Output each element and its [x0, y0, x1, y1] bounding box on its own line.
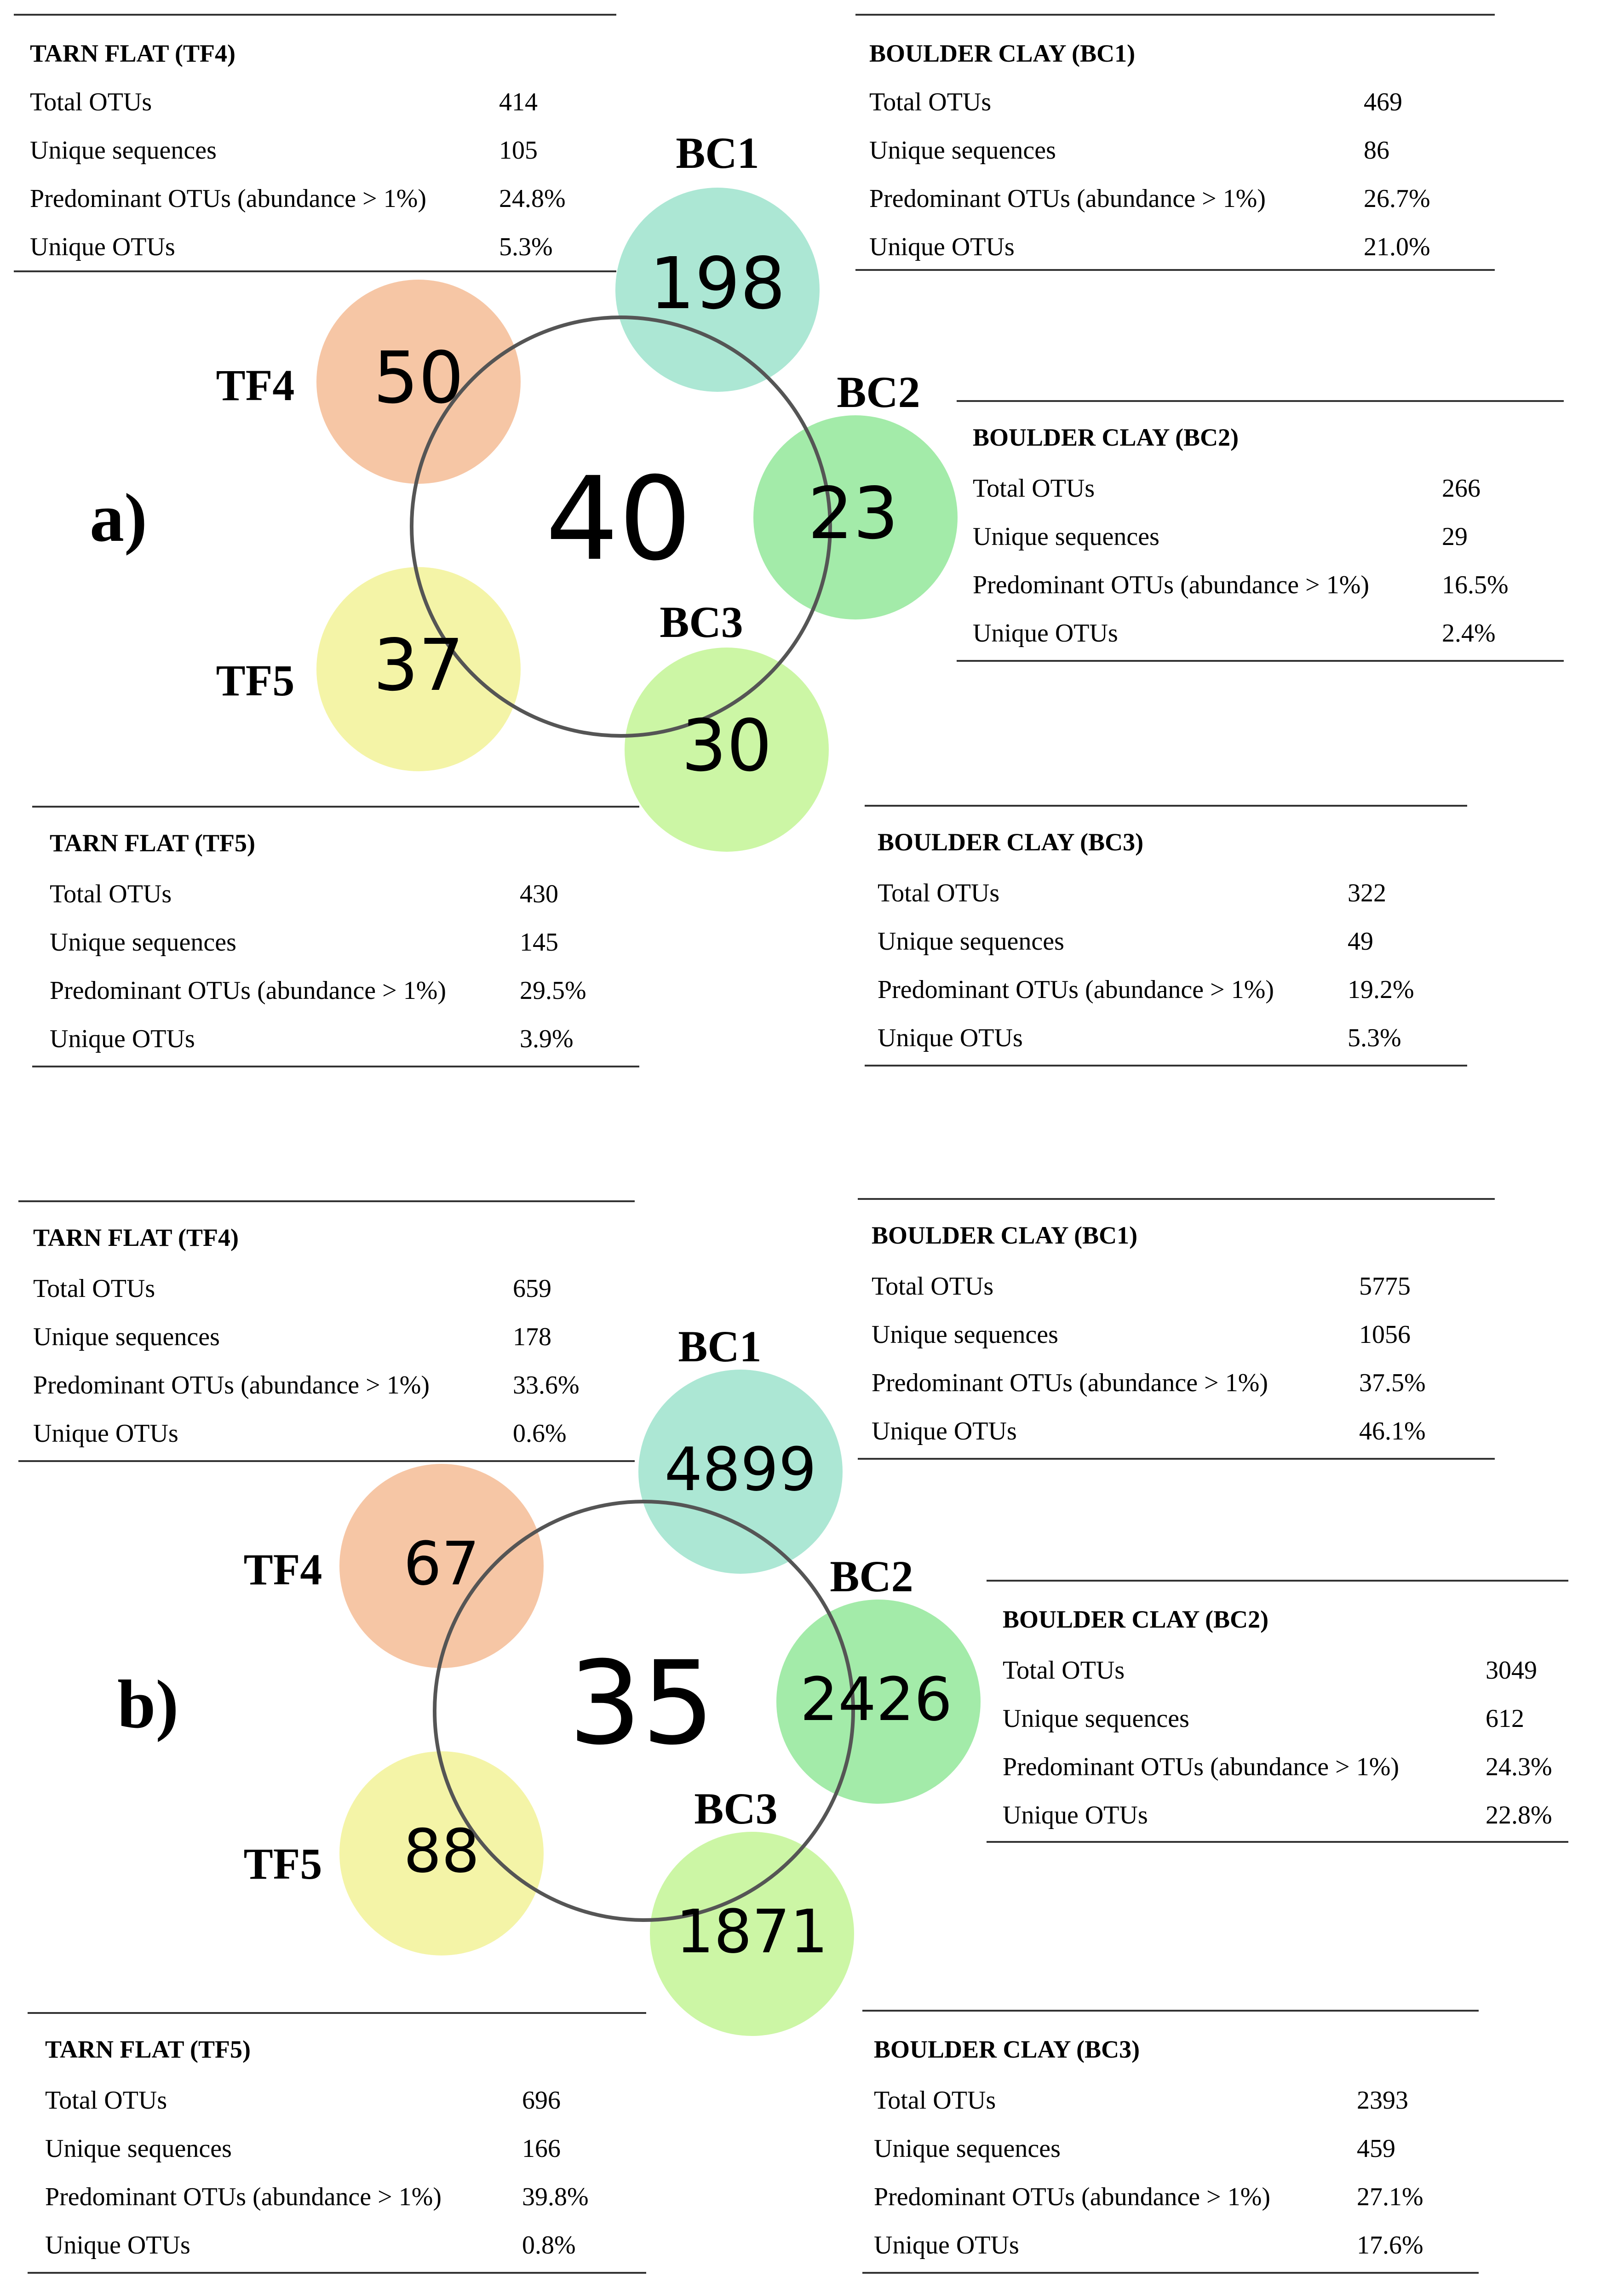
table-top-rule — [14, 14, 616, 16]
row-label-predominant-otus: Predominant OTUs (abundance > 1%) — [878, 975, 1274, 1004]
row-value-total-otus: 5775 — [1359, 1272, 1411, 1301]
row-label-total-otus: Total OTUs — [872, 1272, 994, 1301]
row-label-unique-otus: Unique OTUs — [45, 2231, 190, 2259]
row-value-predominant-otus: 19.2% — [1348, 975, 1414, 1004]
row-label-predominant-otus: Predominant OTUs (abundance > 1%) — [869, 184, 1266, 213]
panel-b-label: b) — [117, 1666, 179, 1743]
row-label-unique-otus: Unique OTUs — [869, 233, 1015, 261]
row-label-total-otus: Total OTUs — [973, 474, 1095, 503]
table-top-rule — [18, 1200, 635, 1202]
row-value-total-otus: 266 — [1442, 474, 1481, 503]
count-bc3: 1871 — [676, 1897, 828, 1967]
row-value-unique-sequences: 612 — [1486, 1704, 1524, 1733]
site-label-tf4: TF4 — [243, 1545, 322, 1594]
row-label-unique-otus: Unique OTUs — [50, 1025, 195, 1053]
row-label-unique-otus: Unique OTUs — [878, 1024, 1023, 1052]
row-value-unique-sequences: 29 — [1442, 522, 1468, 551]
table-title: TARN FLAT (TF4) — [30, 40, 236, 67]
row-label-predominant-otus: Predominant OTUs (abundance > 1%) — [30, 184, 427, 213]
core-count: 35 — [568, 1636, 715, 1770]
table-tf5 — [28, 2012, 646, 2277]
site-label-bc1: BC1 — [676, 128, 759, 178]
row-label-total-otus: Total OTUs — [30, 88, 152, 116]
site-label-bc2: BC2 — [837, 367, 920, 417]
row-label-predominant-otus: Predominant OTUs (abundance > 1%) — [45, 2183, 442, 2211]
table-title: BOULDER CLAY (BC3) — [878, 828, 1144, 856]
table-bc1 — [855, 14, 1495, 271]
row-label-unique-sequences: Unique sequences — [874, 2134, 1061, 2163]
row-value-unique-otus: 5.3% — [499, 233, 553, 261]
row-label-unique-otus: Unique OTUs — [1003, 1801, 1148, 1829]
row-value-predominant-otus: 24.3% — [1486, 1753, 1552, 1781]
row-value-total-otus: 696 — [522, 2086, 561, 2115]
row-label-unique-otus: Unique OTUs — [872, 1417, 1017, 1445]
site-label-bc3: BC3 — [694, 1784, 778, 1833]
row-label-predominant-otus: Predominant OTUs (abundance > 1%) — [33, 1371, 430, 1399]
row-value-unique-otus: 5.3% — [1348, 1024, 1401, 1052]
table-top-rule — [858, 1198, 1495, 1200]
row-label-unique-sequences: Unique sequences — [1003, 1704, 1189, 1733]
core-count: 40 — [545, 452, 692, 586]
table-tf5 — [32, 806, 639, 1068]
row-label-unique-sequences: Unique sequences — [869, 136, 1056, 165]
count-tf4: 67 — [403, 1529, 480, 1599]
row-value-total-otus: 322 — [1348, 879, 1386, 907]
row-value-unique-sequences: 145 — [520, 928, 558, 957]
table-title: BOULDER CLAY (BC2) — [1003, 1606, 1269, 1633]
row-value-predominant-otus: 29.5% — [520, 976, 586, 1005]
count-tf5: 37 — [373, 624, 464, 707]
table-top-rule — [865, 805, 1467, 807]
site-label-tf5: TF5 — [216, 656, 295, 705]
table-bc2 — [987, 1580, 1568, 1844]
row-value-unique-sequences: 166 — [522, 2134, 561, 2163]
table-bc1 — [858, 1198, 1495, 1460]
count-bc2: 2426 — [800, 1664, 953, 1734]
table-bottom-rule — [862, 2272, 1479, 2274]
row-value-unique-sequences: 49 — [1348, 927, 1373, 956]
row-label-total-otus: Total OTUs — [45, 2086, 167, 2115]
row-label-total-otus: Total OTUs — [869, 88, 992, 116]
table-bottom-rule — [987, 1841, 1568, 1843]
table-bottom-rule — [858, 1458, 1495, 1460]
row-value-unique-sequences: 178 — [513, 1323, 551, 1351]
table-top-rule — [862, 2010, 1479, 2012]
row-label-unique-otus: Unique OTUs — [33, 1419, 178, 1448]
table-title: TARN FLAT (TF5) — [50, 829, 256, 857]
site-label-tf4: TF4 — [216, 361, 295, 410]
table-bottom-rule — [28, 2272, 646, 2274]
row-value-total-otus: 414 — [499, 88, 538, 116]
site-label-bc2: BC2 — [830, 1552, 913, 1601]
row-value-unique-otus: 17.6% — [1357, 2231, 1423, 2259]
row-value-unique-otus: 3.9% — [520, 1025, 574, 1053]
table-bc2 — [957, 400, 1564, 662]
row-value-unique-sequences: 86 — [1364, 136, 1389, 165]
row-label-unique-otus: Unique OTUs — [874, 2231, 1019, 2259]
row-value-total-otus: 469 — [1364, 88, 1402, 116]
table-top-rule — [987, 1580, 1568, 1582]
row-label-total-otus: Total OTUs — [33, 1274, 155, 1303]
table-top-rule — [32, 806, 639, 808]
table-tf4 — [18, 1200, 635, 1462]
count-bc2: 23 — [808, 472, 899, 555]
row-value-unique-sequences: 1056 — [1359, 1320, 1411, 1349]
table-bottom-rule — [957, 660, 1564, 662]
row-value-unique-otus: 0.6% — [513, 1419, 567, 1448]
table-top-rule — [28, 2012, 646, 2014]
table-bottom-rule — [855, 269, 1495, 271]
table-top-rule — [957, 400, 1564, 402]
table-title: TARN FLAT (TF4) — [33, 1224, 239, 1251]
row-value-total-otus: 2393 — [1357, 2086, 1408, 2115]
table-top-rule — [855, 14, 1495, 16]
row-label-unique-sequences: Unique sequences — [973, 522, 1159, 551]
row-label-unique-otus: Unique OTUs — [30, 233, 175, 261]
row-value-predominant-otus: 24.8% — [499, 184, 566, 213]
panel-a-label: a) — [90, 480, 147, 556]
row-value-unique-sequences: 459 — [1357, 2134, 1395, 2163]
table-bc3 — [865, 805, 1467, 1067]
table-tf4 — [14, 14, 616, 274]
site-label-bc3: BC3 — [660, 597, 743, 647]
row-value-total-otus: 659 — [513, 1274, 551, 1303]
table-title: BOULDER CLAY (BC3) — [874, 2036, 1140, 2063]
count-bc3: 30 — [681, 704, 772, 787]
row-value-unique-otus: 21.0% — [1364, 233, 1430, 261]
row-label-unique-otus: Unique OTUs — [973, 619, 1118, 648]
row-value-predominant-otus: 37.5% — [1359, 1369, 1426, 1397]
row-label-predominant-otus: Predominant OTUs (abundance > 1%) — [874, 2183, 1271, 2211]
site-label-bc1: BC1 — [678, 1322, 762, 1371]
row-value-unique-otus: 46.1% — [1359, 1417, 1426, 1445]
row-label-predominant-otus: Predominant OTUs (abundance > 1%) — [973, 571, 1370, 599]
row-label-total-otus: Total OTUs — [878, 879, 1000, 907]
row-label-total-otus: Total OTUs — [874, 2086, 996, 2115]
row-label-unique-sequences: Unique sequences — [50, 928, 236, 957]
row-value-unique-otus: 2.4% — [1442, 619, 1496, 648]
row-value-unique-otus: 22.8% — [1486, 1801, 1552, 1829]
row-label-predominant-otus: Predominant OTUs (abundance > 1%) — [50, 976, 447, 1005]
row-label-total-otus: Total OTUs — [50, 880, 172, 908]
row-value-predominant-otus: 16.5% — [1442, 571, 1509, 599]
table-bottom-rule — [865, 1065, 1467, 1067]
row-value-unique-sequences: 105 — [499, 136, 538, 165]
row-label-unique-sequences: Unique sequences — [872, 1320, 1058, 1349]
table-title: TARN FLAT (TF5) — [45, 2036, 251, 2063]
site-label-tf5: TF5 — [243, 1839, 322, 1888]
count-bc1: 198 — [649, 242, 786, 325]
row-value-predominant-otus: 27.1% — [1357, 2183, 1423, 2211]
table-bottom-rule — [14, 270, 616, 272]
row-value-predominant-otus: 39.8% — [522, 2183, 589, 2211]
row-label-unique-sequences: Unique sequences — [33, 1323, 220, 1351]
row-label-unique-sequences: Unique sequences — [878, 927, 1064, 956]
table-bottom-rule — [32, 1066, 639, 1067]
table-bc3 — [862, 2010, 1479, 2274]
table-title: BOULDER CLAY (BC2) — [973, 424, 1239, 451]
row-value-predominant-otus: 33.6% — [513, 1371, 580, 1399]
row-value-unique-otus: 0.8% — [522, 2231, 576, 2259]
row-label-total-otus: Total OTUs — [1003, 1656, 1125, 1685]
count-tf5: 88 — [403, 1816, 480, 1886]
row-label-unique-sequences: Unique sequences — [30, 136, 217, 165]
row-label-unique-sequences: Unique sequences — [45, 2134, 232, 2163]
row-value-total-otus: 430 — [520, 880, 558, 908]
row-label-predominant-otus: Predominant OTUs (abundance > 1%) — [1003, 1753, 1400, 1781]
row-value-total-otus: 3049 — [1486, 1656, 1537, 1685]
row-value-predominant-otus: 26.7% — [1364, 184, 1430, 213]
table-title: BOULDER CLAY (BC1) — [872, 1221, 1138, 1249]
table-title: BOULDER CLAY (BC1) — [869, 40, 1136, 67]
table-bottom-rule — [18, 1460, 635, 1462]
count-tf4: 50 — [373, 336, 464, 419]
count-bc1: 4899 — [664, 1434, 817, 1504]
row-label-predominant-otus: Predominant OTUs (abundance > 1%) — [872, 1369, 1268, 1397]
